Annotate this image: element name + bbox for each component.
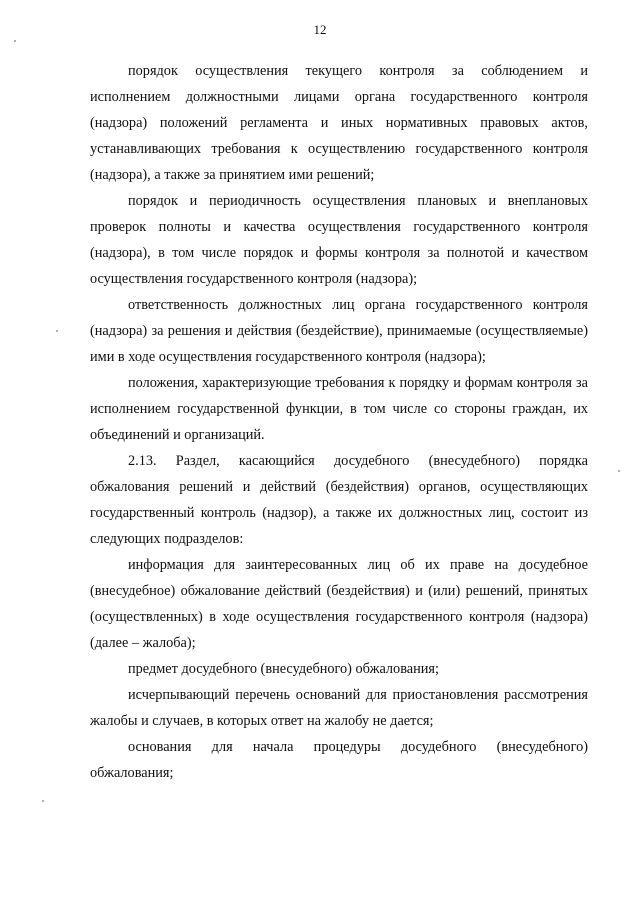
paragraph-inspection-frequency: порядок и периодичность осуществления плановых и внеплановых проверок полноты и качества осуществления государственного контроля (надзора), в том числе порядок и формы контроля за полнотой и качеством осуществления государственного контроля (надзора); [90, 193, 588, 287]
scan-speck [56, 330, 58, 332]
scan-speck [42, 800, 44, 802]
scan-speck [14, 40, 16, 42]
document-body [90, 58, 588, 786]
paragraph-suspension-grounds: исчерпывающий перечень оснований для приостановления рассмотрения жалобы и случаев, в которых ответ на жалобу не дается; [90, 687, 588, 729]
paragraph-section-2-13: 2.13. Раздел, касающийся досудебного (внесудебного) порядка обжалования решений и действий (бездействия) органов, осуществляющих государственный контроль (надзор), а также их должностных лиц, состоит из следующих подразделов: [90, 453, 588, 547]
paragraph-control-procedure: порядок осуществления текущего контроля за соблюдением и исполнением должностными лицами органа государственного контроля (надзора) положений регламента и иных нормативных правовых актов, устанавливающих требования к осуществлению государственного контроля (надзора), а также за принятием ими решений; [90, 63, 588, 183]
page-number: 12 [313, 22, 327, 37]
paragraph-control-requirements: положения, характеризующие требования к порядку и формам контроля за исполнением государственной функции, в том числе со стороны граждан, их объединений и организаций. [90, 375, 588, 443]
paragraph-appeal-subject: предмет досудебного (внесудебного) обжалования; [128, 661, 439, 677]
paragraph-appeal-right-info: информация для заинтересованных лиц об их праве на досудебное (внесудебное) обжалование действий (бездействия) и (или) решений, принятых (осуществленных) в ходе осуществления государственного контроля (надзора) (далее – жалоба); [90, 557, 588, 651]
paragraph-appeal-start-grounds: основания для начала процедуры досудебного (внесудебного) обжалования; [90, 739, 588, 781]
paragraph-official-responsibility: ответственность должностных лиц органа государственного контроля (надзора) за решения и действия (бездействие), принимаемые (осуществляемые) ими в ходе осуществления государственного контроля (надзора); [90, 297, 588, 365]
scan-speck [618, 470, 620, 472]
